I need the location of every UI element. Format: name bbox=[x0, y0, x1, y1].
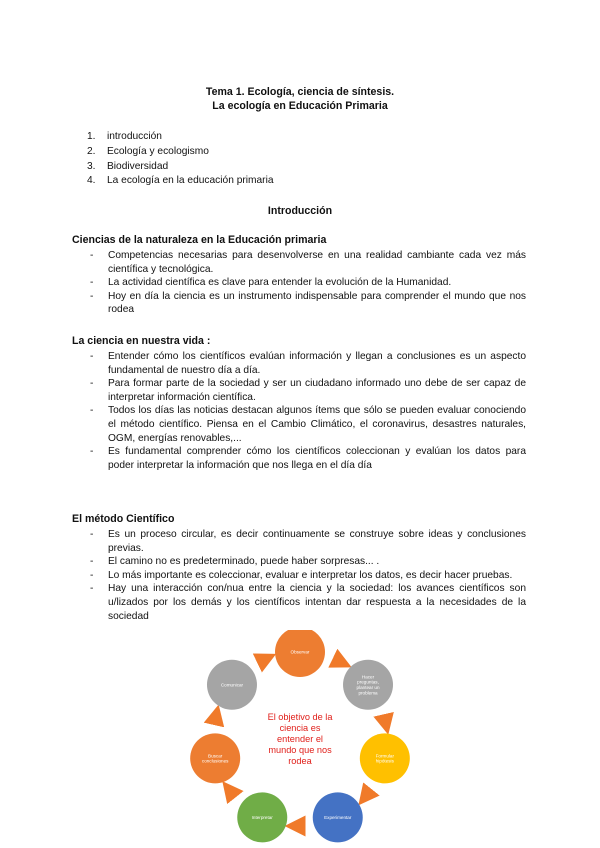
list-item: - Para formar parte de la sociedad y ser un ciudadano informado uno debe de ser capaz de interpretar información científica. bbox=[90, 378, 526, 403]
toc-item: 1. introducción bbox=[87, 131, 162, 142]
toc-item: 4. La ecología en la educación primaria bbox=[87, 175, 274, 187]
cycle-node-label: Observar bbox=[290, 649, 310, 655]
section-list bbox=[90, 350, 526, 472]
cycle-arrow bbox=[365, 789, 371, 797]
list-item: - Es un proceso circular, es decir continuamente se construye sobre ideas y conclusiones previas. bbox=[90, 529, 526, 554]
cycle-node bbox=[313, 792, 363, 842]
list-item: - Todos los días las noticias destacan algunos ítems que sólo se pueden evaluar conociendo el método científico. Piensa en el Cambio Climático, el coronavirus, desastres naturales, OGM, energías renovables,... bbox=[90, 405, 526, 444]
cycle-center-text: El objetivo de la ciencia es entender el mundo que nos rodea bbox=[267, 712, 333, 766]
doc-title-line2: La ecología en Educación Primaria bbox=[212, 100, 388, 112]
toc-item: 2. Ecología y ecologismo bbox=[87, 145, 209, 157]
cycle-node-label: Buscar conclusiones bbox=[201, 753, 229, 764]
cycle-node bbox=[275, 630, 325, 677]
cycle-node-label: Interpretar bbox=[251, 814, 273, 820]
list-item: - Lo más importante es coleccionar, evaluar e interpretar los datos, es decir hacer pruebas. bbox=[90, 569, 513, 581]
intro-heading: Introducción bbox=[267, 205, 333, 217]
list-item: - El camino no es predeterminado, puede haber sorpresas... . bbox=[90, 556, 380, 568]
cycle-node-label: Comunicar bbox=[220, 682, 244, 688]
cycle-arrow bbox=[384, 715, 386, 725]
list-item: - Es fundamental comprender cómo los científicos coleccionan y evalúan los datos para poder interpretar la información que nos llega en el día día bbox=[90, 446, 526, 471]
cycle-node bbox=[343, 660, 393, 710]
cycle-node-label: Formular hipótesis bbox=[375, 753, 395, 764]
cycle-node-label: Hacer preguntas, plantear un problema bbox=[356, 674, 380, 696]
section-list bbox=[90, 528, 526, 623]
doc-title-line1: Tema 1. Ecología, ciencia de síntesis. bbox=[205, 86, 395, 98]
list-item: - Competencias necesarias para desenvolverse en una realidad cambiante cada vez más científica y tecnológica. bbox=[90, 250, 526, 275]
cycle-node bbox=[190, 733, 240, 783]
list-item: - Hay una interacción con/nua entre la ciencia y la sociedad: los avances científicos son u/lizados por los demás y los científicos intentan dar respuesta a la necesidades de la sociedad bbox=[90, 583, 526, 622]
section-heading: Ciencias de la naturaleza en la Educación primaria bbox=[72, 234, 327, 246]
cycle-node-label: Experimentar bbox=[324, 814, 352, 820]
toc-item: 3. Biodiversidad bbox=[87, 160, 169, 172]
scientific-method-cycle-diagram bbox=[175, 630, 425, 845]
list-item: - Entender cómo los científicos evalúan información y llegan a conclusiones es un aspecto fundamental de nuestro día a día. bbox=[90, 351, 526, 376]
cycle-node bbox=[207, 660, 257, 710]
cycle-arrow bbox=[258, 658, 267, 662]
list-item: - La actividad científica es clave para entender la evolución de la Humanidad. bbox=[90, 277, 452, 289]
section-heading: La ciencia en nuestra vida : bbox=[72, 335, 211, 347]
table-of-contents bbox=[87, 130, 274, 189]
cycle-node bbox=[360, 733, 410, 783]
cycle-arrow bbox=[229, 789, 235, 797]
cycle-arrow bbox=[333, 658, 342, 662]
cycle-node bbox=[237, 792, 287, 842]
section-heading: El método Científico bbox=[72, 513, 175, 525]
cycle-arrow bbox=[214, 715, 216, 725]
section-list bbox=[90, 249, 526, 317]
list-item: - Hoy en día la ciencia es un instrumento indispensable para comprender el mundo que nos rodea bbox=[90, 290, 526, 316]
